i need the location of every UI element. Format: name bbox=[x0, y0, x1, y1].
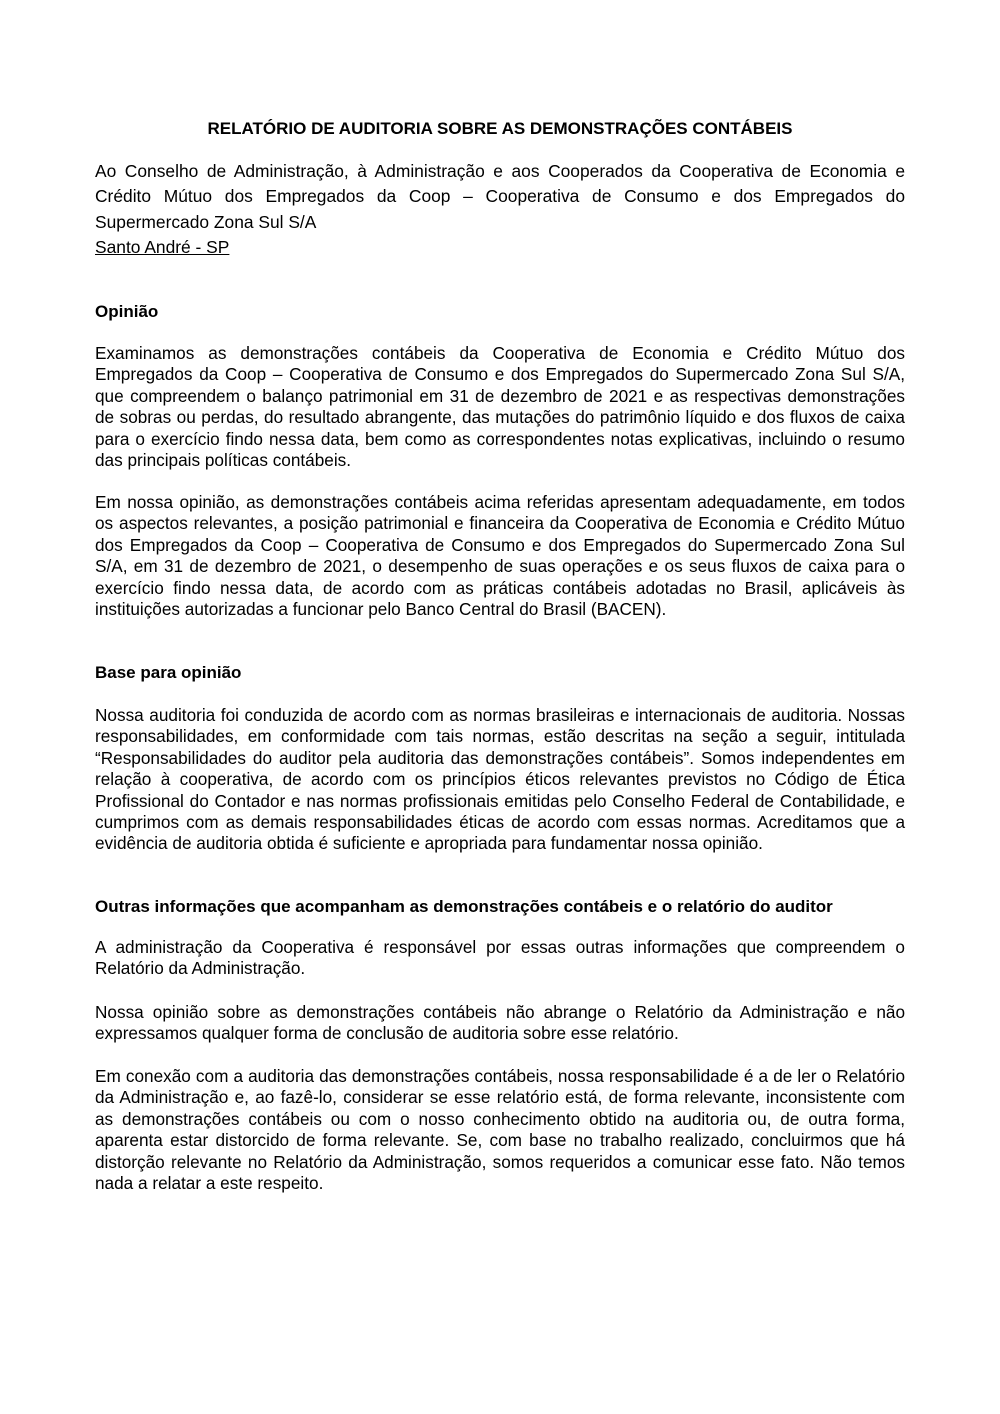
paragraph: Examinamos as demonstrações contábeis da Cooperativa de Economia e Crédito Mútuo dos Empregados da Coop – Cooperativa de Consumo e dos Empregados do Supermercado Zona Sul S/A, que compreendem o balanço patrimonial em 31 de dezembro de 2021 e as respectivas demonstrações de sobras ou perdas, do resultado abrangente, das mutações do patrimônio líquido e dos fluxos de caixa para o exercício findo nessa data, bem como as correspondentes notas explicativas, incluindo o resumo das principais políticas contábeis. bbox=[95, 343, 905, 471]
addressee: Ao Conselho de Administração, à Administração e aos Cooperados da Cooperativa de Economia e Crédito Mútuo dos Empregados da Coop – Cooperativa de Consumo e dos Empregados do Supermercado Zona Sul S/A bbox=[95, 161, 905, 232]
paragraph: Em conexão com a auditoria das demonstrações contábeis, nossa responsabilidade é a de ler o Relatório da Administração e, ao fazê-lo, considerar se esse relatório está, de forma relevante, inconsistente com as demonstrações contábeis ou com o nosso conhecimento obtido na auditoria ou, de outra forma, aparenta estar distorcido de forma relevante. Se, com base no trabalho realizado, concluirmos que há distorção relevante no Relatório da Administração, somos requeridos a comunicar esse fato. Não temos nada a relatar a este respeito. bbox=[95, 1066, 905, 1194]
paragraph: Em nossa opinião, as demonstrações contábeis acima referidas apresentam adequadamente, em todos os aspectos relevantes, a posição patrimonial e financeira da Cooperativa de Economia e Crédito Mútuo dos Empregados da Coop – Cooperativa de Consumo e dos Empregados do Supermercado Zona Sul S/A, em 31 de dezembro de 2021, o desempenho de suas operações e os seus fluxos de caixa para o exercício findo nessa data, de acordo com as práticas contábeis adotadas no Brasil, aplicáveis às instituições autorizadas a funcionar pelo Banco Central do Brasil (BACEN). bbox=[95, 492, 905, 620]
report-title: RELATÓRIO DE AUDITORIA SOBRE AS DEMONSTRAÇÕES CONTÁBEIS bbox=[207, 119, 793, 138]
paragraph: Nossa auditoria foi conduzida de acordo com as normas brasileiras e internacionais de auditoria. Nossas responsabilidades, em conformidade com tais normas, estão descritas na seção a seguir, intitulada “Responsabilidades do auditor pela auditoria das demonstrações contábeis”. Somos independentes em relação à cooperativa, de acordo com os princípios éticos relevantes previstos no Código de Ética Profissional do Contador e nas normas profissionais emitidas pelo Conselho Federal de Contabilidade, e cumprimos com as demais responsabilidades éticas de acordo com essas normas. Acreditamos que a evidência de auditoria obtida é suficiente e apropriada para fundamentar nossa opinião. bbox=[95, 705, 905, 854]
paragraph: Nossa opinião sobre as demonstrações contábeis não abrange o Relatório da Administração e não expressamos qualquer forma de conclusão de auditoria sobre esse relatório. bbox=[95, 1002, 905, 1044]
paragraph: A administração da Cooperativa é responsável por essas outras informações que compreendem o Relatório da Administração. bbox=[95, 937, 905, 979]
section-heading-outras-informacoes: Outras informações que acompanham as demonstrações contábeis e o relatório do auditor bbox=[95, 897, 833, 916]
section-heading-opiniao: Opinião bbox=[95, 302, 159, 321]
location: Santo André - SP bbox=[95, 236, 230, 257]
section-heading-base-para-opiniao: Base para opinião bbox=[95, 663, 242, 682]
addressee-block bbox=[95, 159, 905, 260]
